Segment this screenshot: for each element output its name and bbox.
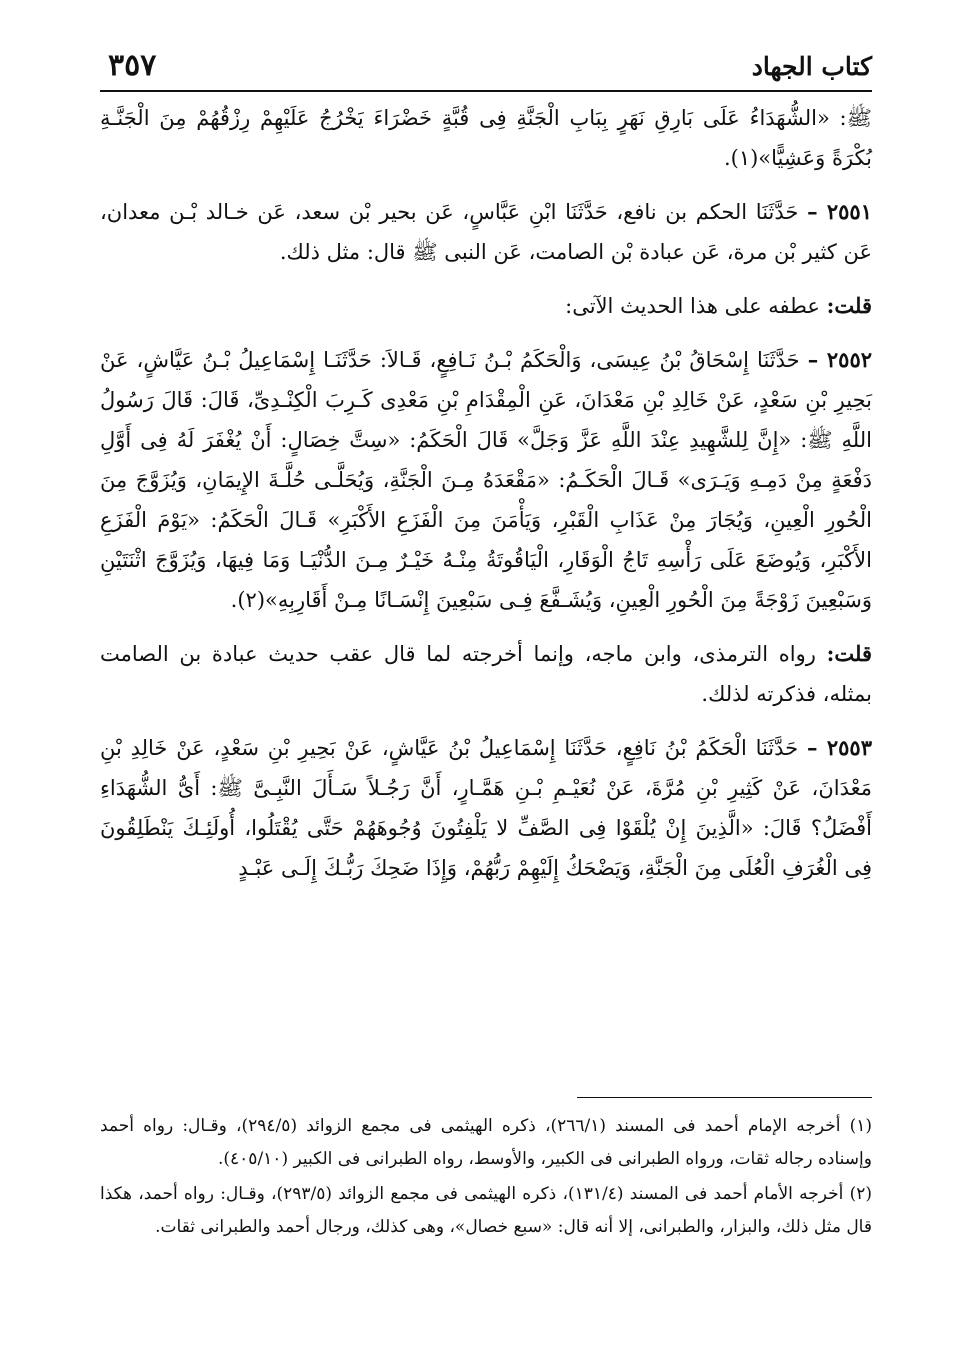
- book-page: [100, 50, 872, 1340]
- paragraph-text: حَدَّثَنَا الْحَكَمُ بْنُ نَافِعٍ، حَدَّثَنَا إِسْمَاعِيلُ بْنُ عَيَّاشٍ، عَنْ بَحِيرِ بْنِ سَعْدٍ، عَنْ خَالِدِ بْنِ مَعْدَانَ، عَنْ كَثِيرِ بْنِ مُرَّةَ، عَنْ نُعَيْـمِ بْـنِ هَمَّـارٍ، أَنَّ رَجُـلاً سَـأَلَ النَّبِـىَّ ﷺ: أَىُّ الشُّهَدَاءِ أَفْضَلُ؟ قَالَ: «الَّذِينَ إِنْ يُلْقَوْا فِى الصَّفِّ لا يَلْفِتُونَ وُجُوهَهُمْ حَتَّى يُقْتَلُوا، أُولَئِـكَ يَنْطَلِقُونَ فِى الْغُرَفِ الْعُلَى مِنَ الْجَنَّةِ، وَيَضْحَكُ إِلَيْهِمْ رَبُّهُمْ، وَإِذَا ضَحِكَ رَبُّـكَ إِلَـى عَبْـدٍ: [100, 736, 872, 880]
- paragraph-text: رواه الترمذى، وابن ماجه، وإنما أخرجته لما قال عقب حديث عبادة بن الصامت بمثله، فذكرته لذلك.: [100, 642, 872, 706]
- paragraph-text: حَدَّثَنَا إِسْحَاقُ بْنُ عِيسَى، وَالْحَكَمُ بْـنُ نَـافِعٍ، قَـالاَ: حَدَّثَنَـا إِسْمَاعِيلُ بْـنُ عَيَّاشٍ، عَنْ بَحِيرِ بْنِ سَعْدٍ، عَنْ خَالِدِ بْنِ مَعْدَانَ، عَنِ الْمِقْدَامِ بْنِ مَعْدِى كَـرِبَ الْكِنْـدِىِّ، قَالَ: قَالَ رَسُولُ اللَّهِ ﷺ: «إِنَّ لِلشَّهِيدِ عِنْدَ اللَّهِ عَزَّ وَجَلَّ» قَالَ الْحَكَمُ: «سِتَّ خِصَالٍ: أَنْ يُغْفَرَ لَهُ فِى أَوَّلِ دَفْعَةٍ مِنْ دَمِـهِ وَيَـرَى» قَـالَ الْحَكَـمُ: «مَقْعَدَهُ مِـنَ الْجَنَّةِ، وَيُحَلَّـى حُلَّـةَ الإِيمَانِ، وَيُزَوَّجَ مِنَ الْحُورِ الْعِينِ، وَيُجَارَ مِنْ عَذَابِ الْقَبْرِ، وَيَأْمَنَ مِنَ الْفَزَعِ الأَكْبَرِ» قَـالَ الْحَكَمُ: «يَوْمَ الْفَزَعِ الأَكْبَرِ، وَيُوضَعَ عَلَى رَأْسِهِ تَاجُ الْوَقَارِ، الْيَاقُوتَةُ مِنْـهُ خَيْـرٌ مِـنَ الدُّنْيَـا وَمَا فِيهَا، وَيُزَوَّجَ اثْنَتَيْنِ وَسَبْعِينَ زَوْجَةً مِنَ الْحُورِ الْعِينِ، وَيُشَـفَّعَ فِـى سَبْعِينَ إِنْسَـانًا مِـنْ أَقَارِبِهِ»(٢).: [100, 348, 872, 612]
- page-header: [100, 50, 872, 92]
- page-number: ٣٥٧: [108, 48, 157, 83]
- paragraph-text: حَدَّثَنَا الحكم بن نافع، حَدَّثَنَا ابْنِ عَبَّاسٍ، عَن بحير بْن سعد، عَن خـالد بْـن معدان، عَن كثير بْن مرة، عَن عبادة بْن الصامت، عَن النبى ﷺ قال: مثل ذلك.: [100, 200, 872, 264]
- hadith-number: ٢٥٥٣ –: [806, 735, 872, 760]
- hadith-number: ٢٥٥١ –: [807, 199, 872, 224]
- footnote-divider: [577, 1097, 872, 1098]
- footnote-list: [100, 1110, 872, 1244]
- hadith-2551: [100, 192, 872, 272]
- paragraph-text: عطفه على هذا الحديث الآتى:: [565, 294, 820, 318]
- commentary-note: [100, 286, 872, 326]
- hadith-number: ٢٥٥٢ –: [807, 347, 873, 372]
- hadith-continuation: [100, 98, 872, 178]
- footnote-2: (٢) أخرجه الأمام أحمد فى المسند (١٣١/٤)، ذكره الهيثمى فى مجمع الزوائد (٢٩٣/٥)، وقـال: رواه أحمد، هكذا قال مثل ذلك، والبزار، والطبرانى، إلا أنه قال: «سبع خصال»، وهى كذلك، ورجال أحمد والطبرانى ثقات.: [100, 1184, 872, 1237]
- footnotes: [100, 1097, 872, 1246]
- qult-label: قلت:: [826, 641, 872, 666]
- footnote-1: (١) أخرجه الإمام أحمد فى المسند (٢٦٦/١)، ذكره الهيثمى فى مجمع الزوائد (٢٩٤/٥)، وقـال: رواه أحمد وإسناده رجاله ثقات، ورواه الطبرانى فى الكبير، والأوسط، رواه الطبرانى فى الكبير (٤٠٥/١٠).: [100, 1116, 872, 1169]
- paragraph-text: ﷺ: «الشُّهَدَاءُ عَلَى بَارِقِ نَهَرٍ بِبَابِ الْجَنَّةِ فِى قُبَّةٍ خَضْرَاءَ يَخْرُجُ عَلَيْهِمْ رِزْقُهُمْ مِنَ الْجَنَّـةِ بُكْرَةً وَعَشِيًّا»(١).: [100, 106, 872, 170]
- commentary-note: [100, 634, 872, 714]
- qult-label: قلت:: [826, 293, 872, 318]
- hadith-2552: [100, 340, 872, 620]
- book-title: كتاب الجهاد: [751, 52, 872, 81]
- hadith-2553: [100, 728, 872, 888]
- main-text: [100, 98, 872, 888]
